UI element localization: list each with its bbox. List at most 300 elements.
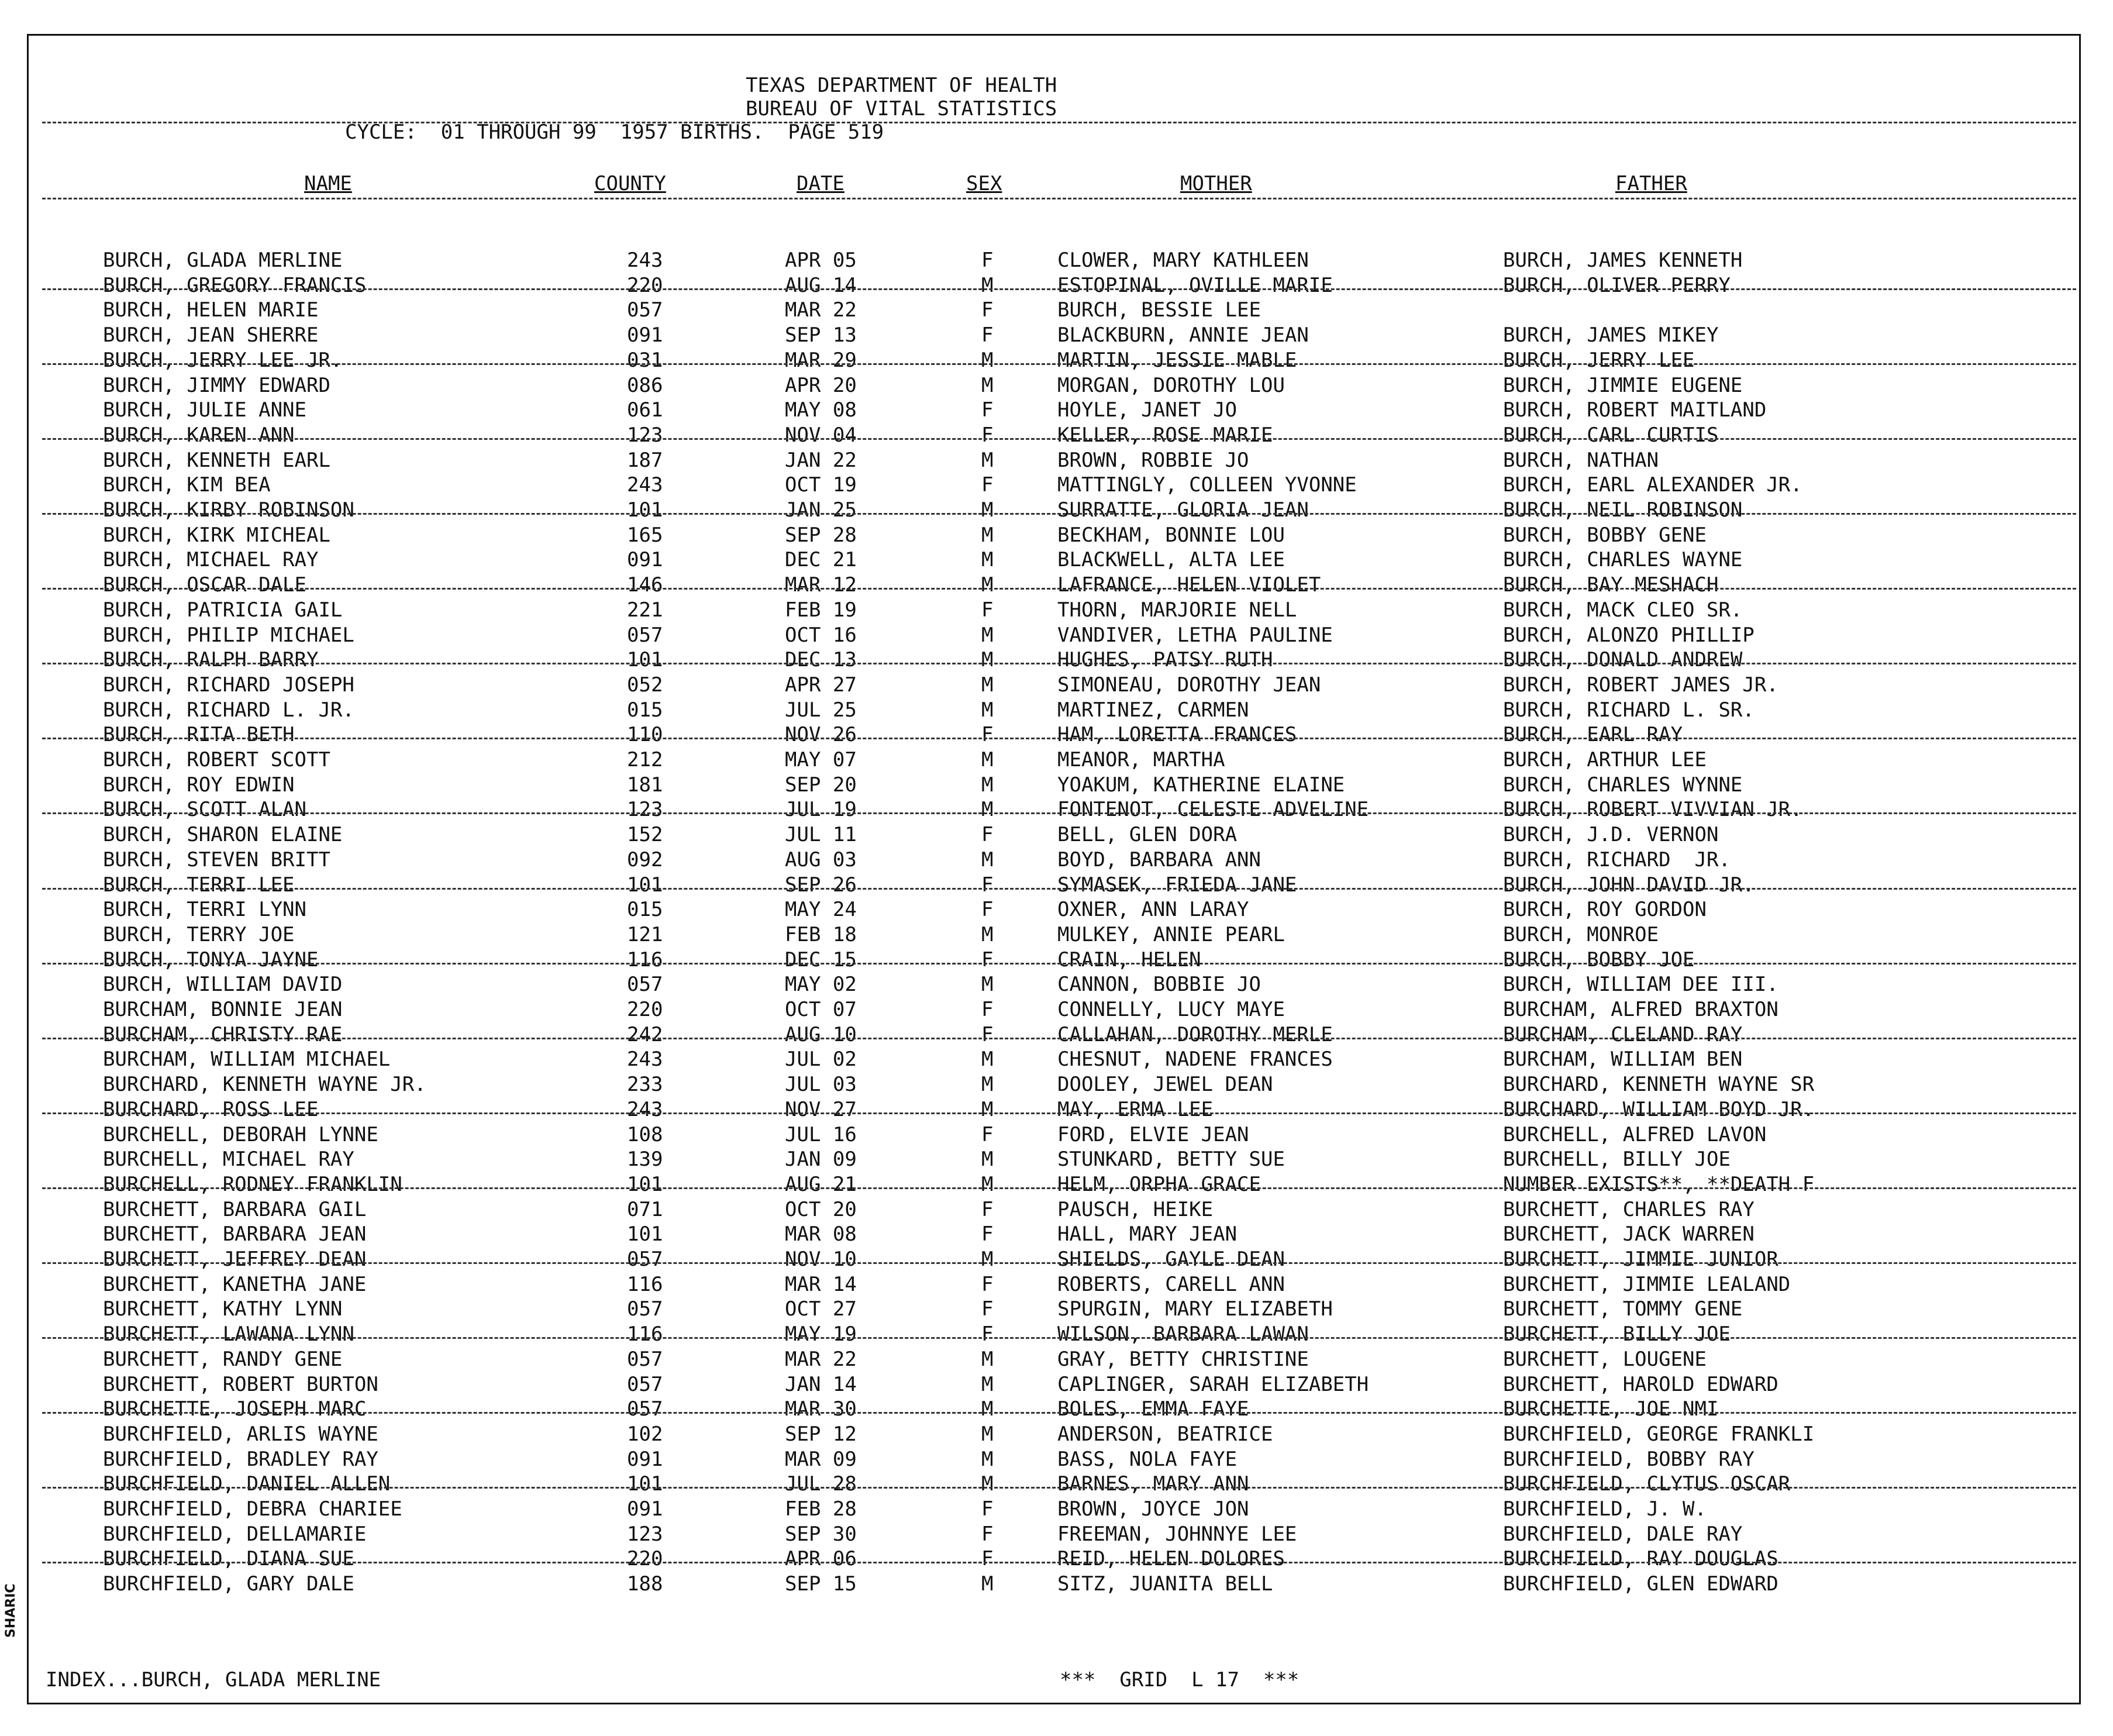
record-father: BURCH, MACK CLEO SR.: [1503, 598, 1743, 622]
table-row: [0, 822, 2113, 847]
record-county: 057: [627, 1248, 663, 1271]
record-mother: ESTOPINAL, OVILLE MARIE: [1057, 273, 1333, 297]
side-stamp: SHARIC: [4, 1583, 18, 1638]
grid-footer: *** GRID L 17 ***: [1060, 1668, 1299, 1692]
table-row: [0, 1347, 2113, 1372]
record-father: BURCH, BOBBY JOE: [1503, 948, 1695, 972]
table-row: [0, 1022, 2113, 1047]
table-row: [0, 1397, 2113, 1421]
record-date: FEB 18: [785, 922, 857, 946]
record-date: JAN 09: [785, 1148, 857, 1172]
record-father: BURCHETT, JIMMIE LEALAND: [1503, 1272, 1791, 1296]
record-sex: F: [981, 998, 994, 1021]
table-row: [0, 1472, 2113, 1496]
record-mother: BECKHAM, BONNIE LOU: [1057, 523, 1285, 547]
record-sex: M: [981, 273, 994, 297]
record-mother: HUGHES, PATSY RUTH: [1057, 648, 1273, 672]
record-date: MAY 02: [785, 973, 857, 997]
record-father: BURCHETT, LOUGENE: [1503, 1347, 1707, 1371]
record-date: MAR 29: [785, 348, 857, 372]
record-county: 086: [627, 373, 663, 397]
record-date: SEP 20: [785, 773, 857, 797]
table-row: [0, 1546, 2113, 1571]
record-sex: F: [981, 423, 994, 447]
record-father: BURCHFIELD, CLYTUS OSCAR: [1503, 1472, 1791, 1496]
record-sex: M: [981, 373, 994, 397]
record-sex: F: [981, 1497, 994, 1521]
record-sex: M: [981, 1073, 994, 1097]
table-row: [0, 773, 2113, 797]
record-mother: CRAIN, HELEN: [1057, 948, 1201, 972]
record-father: BURCHFIELD, GLEN EDWARD: [1503, 1572, 1778, 1596]
record-sex: F: [981, 948, 994, 972]
record-date: MAY 19: [785, 1322, 857, 1346]
record-county: 108: [627, 1122, 663, 1146]
table-row: [0, 323, 2113, 347]
table-row: [0, 623, 2113, 647]
record-county: 101: [627, 1472, 663, 1496]
table-row: [0, 1572, 2113, 1596]
record-name: BURCHETT, JEFFREY DEAN: [103, 1248, 367, 1271]
record-date: MAR 22: [785, 1347, 857, 1371]
record-name: BURCHETT, KATHY LYNN: [103, 1297, 343, 1321]
record-date: APR 06: [785, 1547, 857, 1571]
record-mother: BOYD, BARBARA ANN: [1057, 848, 1261, 872]
record-date: JUL 19: [785, 798, 857, 822]
record-date: AUG 14: [785, 273, 857, 297]
record-mother: CHESNUT, NADENE FRANCES: [1057, 1048, 1333, 1072]
record-name: BURCH, GLADA MERLINE: [103, 249, 343, 272]
record-mother: FONTENOT, CELESTE ADVELINE: [1057, 798, 1369, 822]
record-sex: M: [981, 748, 994, 771]
record-county: 220: [627, 998, 663, 1021]
record-sex: F: [981, 1022, 994, 1046]
record-sex: M: [981, 348, 994, 372]
col-sex: SEX: [966, 172, 1002, 195]
record-mother: KELLER, ROSE MARIE: [1057, 423, 1273, 447]
record-father: BURCH, RICHARD JR.: [1503, 848, 1731, 872]
record-sex: M: [981, 673, 994, 697]
record-sex: F: [981, 723, 994, 747]
record-date: APR 27: [785, 673, 857, 697]
table-row: [0, 797, 2113, 822]
record-sex: F: [981, 249, 994, 272]
record-name: BURCHETT, BARBARA GAIL: [103, 1197, 367, 1221]
record-county: 061: [627, 398, 663, 422]
record-father: BURCHAM, WILLIAM BEN: [1503, 1048, 1743, 1072]
record-date: MAR 30: [785, 1397, 857, 1421]
record-father: BURCH, MONROE: [1503, 922, 1659, 946]
table-row: [0, 897, 2113, 922]
record-mother: STUNKARD, BETTY SUE: [1057, 1148, 1285, 1172]
table-row: [0, 1297, 2113, 1321]
record-father: BURCHARD, KENNETH WAYNE SR: [1503, 1073, 1815, 1097]
record-date: OCT 20: [785, 1197, 857, 1221]
table-row: [0, 373, 2113, 398]
record-county: 031: [627, 348, 663, 372]
record-mother: SURRATTE, GLORIA JEAN: [1057, 498, 1309, 522]
record-date: MAR 22: [785, 298, 857, 322]
table-row: [0, 423, 2113, 447]
record-county: 152: [627, 823, 663, 847]
record-sex: M: [981, 848, 994, 872]
table-row: [0, 1497, 2113, 1521]
record-mother: BLACKBURN, ANNIE JEAN: [1057, 323, 1309, 347]
record-father: BURCH, CARL CURTIS: [1503, 423, 1719, 447]
col-date: DATE: [797, 172, 844, 195]
record-sex: F: [981, 1122, 994, 1146]
table-row: [0, 1072, 2113, 1097]
record-father: BURCH, ALONZO PHILLIP: [1503, 623, 1754, 647]
record-date: SEP 26: [785, 873, 857, 897]
record-mother: MAY, ERMA LEE: [1057, 1097, 1214, 1121]
table-row: [0, 348, 2113, 373]
record-date: JUL 11: [785, 823, 857, 847]
record-mother: HAM, LORETTA FRANCES: [1057, 723, 1297, 747]
table-row: [0, 547, 2113, 572]
table-row: [0, 1372, 2113, 1397]
record-name: BURCH, PHILIP MICHAEL: [103, 623, 354, 647]
record-name: BURCHAM, CHRISTY RAE: [103, 1022, 343, 1046]
record-sex: M: [981, 973, 994, 997]
record-county: 091: [627, 1497, 663, 1521]
table-row: [0, 1447, 2113, 1472]
record-mother: BASS, NOLA FAYE: [1057, 1447, 1238, 1471]
record-name: BURCH, GREGORY FRANCIS: [103, 273, 367, 297]
record-name: BURCHAM, WILLIAM MICHAEL: [103, 1048, 391, 1072]
record-father: BURCHETT, BILLY JOE: [1503, 1322, 1731, 1346]
record-father: BURCHFIELD, J. W.: [1503, 1497, 1707, 1521]
record-date: MAY 07: [785, 748, 857, 771]
table-row: [0, 873, 2113, 897]
record-date: APR 20: [785, 373, 857, 397]
record-name: BURCHFIELD, BRADLEY RAY: [103, 1447, 378, 1471]
record-date: SEP 30: [785, 1522, 857, 1546]
record-sex: M: [981, 523, 994, 547]
col-mother: MOTHER: [1180, 172, 1252, 195]
record-date: MAR 08: [785, 1222, 857, 1246]
record-date: DEC 13: [785, 648, 857, 672]
record-date: JUL 28: [785, 1472, 857, 1496]
record-father: BURCHAM, ALFRED BRAXTON: [1503, 998, 1778, 1021]
record-mother: HELM, ORPHA GRACE: [1057, 1172, 1261, 1196]
record-county: 110: [627, 723, 663, 747]
record-father: BURCHFIELD, RAY DOUGLAS: [1503, 1547, 1778, 1571]
table-row: [0, 698, 2113, 722]
record-sex: M: [981, 922, 994, 946]
table-row: [0, 273, 2113, 298]
record-date: MAR 14: [785, 1272, 857, 1296]
table-row: [0, 248, 2113, 273]
record-date: JUL 16: [785, 1122, 857, 1146]
record-county: 057: [627, 623, 663, 647]
row-group-divider: [42, 738, 2076, 739]
bureau-title: BUREAU OF VITAL STATISTICS: [746, 97, 1057, 120]
table-row: [0, 298, 2113, 322]
row-group-divider: [42, 888, 2076, 890]
record-sex: F: [981, 298, 994, 322]
record-name: BURCH, ROBERT SCOTT: [103, 748, 330, 771]
record-name: BURCHAM, BONNIE JEAN: [103, 998, 343, 1021]
record-father: BURCH, WILLIAM DEE III.: [1503, 973, 1778, 997]
record-sex: F: [981, 898, 994, 922]
record-sex: M: [981, 448, 994, 472]
record-mother: CAPLINGER, SARAH ELIZABETH: [1057, 1372, 1369, 1396]
table-row: [0, 523, 2113, 547]
record-sex: F: [981, 873, 994, 897]
table-row: [0, 1322, 2113, 1346]
col-county: COUNTY: [594, 172, 666, 195]
record-name: BURCH, KIRBY ROBINSON: [103, 498, 354, 522]
record-father: BURCH, J.D. VERNON: [1503, 823, 1719, 847]
record-name: BURCH, JIMMY EDWARD: [103, 373, 330, 397]
record-mother: WILSON, BARBARA LAWAN: [1057, 1322, 1309, 1346]
record-name: BURCH, HELEN MARIE: [103, 298, 319, 322]
record-county: 188: [627, 1572, 663, 1596]
record-county: 116: [627, 948, 663, 972]
record-sex: F: [981, 1197, 994, 1221]
record-county: 116: [627, 1322, 663, 1346]
table-row: [0, 722, 2113, 747]
record-sex: F: [981, 1222, 994, 1246]
record-county: 057: [627, 1372, 663, 1396]
col-father: FATHER: [1615, 172, 1687, 195]
record-name: BURCHELL, MICHAEL RAY: [103, 1148, 354, 1172]
record-sex: F: [981, 323, 994, 347]
record-mother: CONNELLY, LUCY MAYE: [1057, 998, 1285, 1021]
record-sex: M: [981, 1397, 994, 1421]
record-name: BURCH, JERRY LEE JR.: [103, 348, 343, 372]
record-name: BURCHFIELD, DIANA SUE: [103, 1547, 354, 1571]
record-father: BURCH, CHARLES WYNNE: [1503, 773, 1743, 797]
record-name: BURCH, MICHAEL RAY: [103, 548, 319, 572]
record-mother: BOLES, EMMA FAYE: [1057, 1397, 1249, 1421]
record-mother: SITZ, JUANITA BELL: [1057, 1572, 1273, 1596]
record-county: 091: [627, 323, 663, 347]
record-county: 233: [627, 1073, 663, 1097]
record-father: BURCH, EARL RAY: [1503, 723, 1683, 747]
record-name: BURCHFIELD, GARY DALE: [103, 1572, 354, 1596]
record-county: 181: [627, 773, 663, 797]
record-name: BURCHFIELD, DANIEL ALLEN: [103, 1472, 391, 1496]
record-name: BURCHARD, KENNETH WAYNE JR.: [103, 1073, 426, 1097]
record-name: BURCH, KIM BEA: [103, 473, 271, 497]
record-father: BURCHFIELD, DALE RAY: [1503, 1522, 1743, 1546]
record-name: BURCHETT, ROBERT BURTON: [103, 1372, 378, 1396]
record-father: BURCH, NATHAN: [1503, 448, 1659, 472]
record-county: 101: [627, 1172, 663, 1196]
table-row: [0, 647, 2113, 672]
record-date: DEC 21: [785, 548, 857, 572]
record-sex: M: [981, 1148, 994, 1172]
record-sex: F: [981, 1297, 994, 1321]
record-county: 243: [627, 1097, 663, 1121]
record-mother: FORD, ELVIE JEAN: [1057, 1122, 1249, 1146]
record-father: BURCHETT, CHARLES RAY: [1503, 1197, 1754, 1221]
record-mother: CALLAHAN, DOROTHY MERLE: [1057, 1022, 1333, 1046]
record-date: SEP 13: [785, 323, 857, 347]
record-sex: M: [981, 1097, 994, 1121]
record-father: BURCH, JIMMIE EUGENE: [1503, 373, 1743, 397]
record-date: FEB 28: [785, 1497, 857, 1521]
record-mother: MULKEY, ANNIE PEARL: [1057, 922, 1285, 946]
record-name: BURCH, ROY EDWIN: [103, 773, 295, 797]
record-father: BURCH, JERRY LEE: [1503, 348, 1695, 372]
table-row: [0, 1197, 2113, 1222]
record-name: BURCHFIELD, DEBRA CHARIEE: [103, 1497, 402, 1521]
table-row: [0, 848, 2113, 872]
record-name: BURCH, JULIE ANNE: [103, 398, 306, 422]
record-county: 057: [627, 1297, 663, 1321]
table-row: [0, 1172, 2113, 1197]
row-group-divider: [42, 513, 2076, 515]
record-date: MAR 09: [785, 1447, 857, 1471]
record-father: BURCHETT, TOMMY GENE: [1503, 1297, 1743, 1321]
record-sex: M: [981, 698, 994, 722]
record-father: BURCHETT, JIMMIE JUNIOR: [1503, 1248, 1778, 1271]
record-county: 220: [627, 1547, 663, 1571]
record-father: BURCHETT, HAROLD EDWARD: [1503, 1372, 1778, 1396]
table-row: [0, 1422, 2113, 1446]
record-date: MAY 08: [785, 398, 857, 422]
record-sex: M: [981, 1572, 994, 1596]
record-father: BURCH, DONALD ANDREW: [1503, 648, 1743, 672]
table-row: [0, 498, 2113, 522]
table-row: [0, 1047, 2113, 1072]
table-row: [0, 972, 2113, 997]
record-father: BURCHFIELD, GEORGE FRANKLI: [1503, 1422, 1815, 1446]
table-row: [0, 1122, 2113, 1147]
record-name: BURCH, TERRI LYNN: [103, 898, 306, 922]
record-date: DEC 15: [785, 948, 857, 972]
record-county: 101: [627, 1222, 663, 1246]
record-sex: F: [981, 823, 994, 847]
record-county: 092: [627, 848, 663, 872]
table-row: [0, 1247, 2113, 1272]
record-mother: LAFRANCE, HELEN VIOLET: [1057, 573, 1321, 597]
record-father: BURCH, ROY GORDON: [1503, 898, 1707, 922]
table-row: [0, 473, 2113, 497]
record-county: 101: [627, 873, 663, 897]
table-row: [0, 1222, 2113, 1246]
agency-title: TEXAS DEPARTMENT OF HEALTH: [746, 74, 1057, 97]
record-county: 220: [627, 273, 663, 297]
record-name: BURCH, TONYA JAYNE: [103, 948, 319, 972]
row-group-divider: [42, 1038, 2076, 1039]
record-date: NOV 04: [785, 423, 857, 447]
record-county: 101: [627, 498, 663, 522]
record-county: 212: [627, 748, 663, 771]
table-row: [0, 573, 2113, 597]
record-sex: M: [981, 1447, 994, 1471]
record-father: BURCH, OLIVER PERRY: [1503, 273, 1731, 297]
record-name: BURCH, KIRK MICHEAL: [103, 523, 330, 547]
record-date: JUL 03: [785, 1073, 857, 1097]
record-sex: M: [981, 1372, 994, 1396]
record-name: BURCH, PATRICIA GAIL: [103, 598, 343, 622]
record-date: SEP 15: [785, 1572, 857, 1596]
record-name: BURCH, STEVEN BRITT: [103, 848, 330, 872]
record-name: BURCH, SHARON ELAINE: [103, 823, 343, 847]
record-name: BURCH, RICHARD JOSEPH: [103, 673, 354, 697]
index-footer: INDEX...BURCH, GLADA MERLINE: [46, 1668, 381, 1692]
record-father: BURCH, ROBERT VIVVIAN JR.: [1503, 798, 1802, 822]
row-group-divider: [42, 812, 2076, 814]
record-father: BURCH, JOHN DAVID JR.: [1503, 873, 1754, 897]
record-county: 243: [627, 1048, 663, 1072]
record-sex: M: [981, 498, 994, 522]
record-county: 121: [627, 922, 663, 946]
record-county: 091: [627, 1447, 663, 1471]
record-father: BURCHELL, ALFRED LAVON: [1503, 1122, 1767, 1146]
record-sex: M: [981, 798, 994, 822]
record-father: BURCH, RICHARD L. SR.: [1503, 698, 1754, 722]
record-county: 139: [627, 1148, 663, 1172]
record-father: BURCH, EARL ALEXANDER JR.: [1503, 473, 1802, 497]
row-group-divider: [42, 963, 2076, 965]
record-county: 221: [627, 598, 663, 622]
record-county: 015: [627, 898, 663, 922]
record-mother: SYMASEK, FRIEDA JANE: [1057, 873, 1297, 897]
record-mother: PAUSCH, HEIKE: [1057, 1197, 1214, 1221]
record-county: 101: [627, 648, 663, 672]
record-mother: MORGAN, DOROTHY LOU: [1057, 373, 1285, 397]
record-name: BURCHELL, RODNEY FRANKLIN: [103, 1172, 402, 1196]
record-mother: GRAY, BETTY CHRISTINE: [1057, 1347, 1309, 1371]
row-group-divider: [42, 1412, 2076, 1414]
record-mother: DOOLEY, JEWEL DEAN: [1057, 1073, 1273, 1097]
table-row: [0, 1097, 2113, 1122]
record-county: 102: [627, 1422, 663, 1446]
record-sex: F: [981, 473, 994, 497]
record-county: 146: [627, 573, 663, 597]
record-name: BURCHETT, KANETHA JANE: [103, 1272, 367, 1296]
record-name: BURCHETTE, JOSEPH MARC: [103, 1397, 367, 1421]
record-name: BURCH, RITA BETH: [103, 723, 295, 747]
record-mother: THORN, MARJORIE NELL: [1057, 598, 1297, 622]
record-mother: BELL, GLEN DORA: [1057, 823, 1238, 847]
record-mother: REID, HELEN DOLORES: [1057, 1547, 1285, 1571]
record-date: OCT 07: [785, 998, 857, 1021]
table-row: [0, 398, 2113, 422]
record-date: OCT 27: [785, 1297, 857, 1321]
row-group-divider: [42, 1337, 2076, 1339]
row-group-divider: [42, 288, 2076, 290]
record-mother: ANDERSON, BEATRICE: [1057, 1422, 1273, 1446]
table-row: [0, 673, 2113, 697]
record-date: JUL 02: [785, 1048, 857, 1072]
record-name: BURCH, OSCAR DALE: [103, 573, 306, 597]
record-name: BURCH, RALPH BARRY: [103, 648, 319, 672]
record-date: JUL 25: [785, 698, 857, 722]
record-date: JAN 25: [785, 498, 857, 522]
record-father: BURCH, CHARLES WAYNE: [1503, 548, 1743, 572]
record-date: SEP 28: [785, 523, 857, 547]
record-county: 057: [627, 1397, 663, 1421]
record-father: BURCH, JAMES MIKEY: [1503, 323, 1719, 347]
record-sex: M: [981, 773, 994, 797]
record-father: BURCH, JAMES KENNETH: [1503, 249, 1743, 272]
record-county: 057: [627, 298, 663, 322]
record-date: AUG 10: [785, 1022, 857, 1046]
row-group-divider: [42, 438, 2076, 440]
record-mother: HOYLE, JANET JO: [1057, 398, 1238, 422]
record-date: SEP 12: [785, 1422, 857, 1446]
record-county: 123: [627, 423, 663, 447]
record-name: BURCHETT, LAWANA LYNN: [103, 1322, 354, 1346]
record-father: BURCHAM, CLELAND RAY: [1503, 1022, 1743, 1046]
table-row: [0, 922, 2113, 947]
